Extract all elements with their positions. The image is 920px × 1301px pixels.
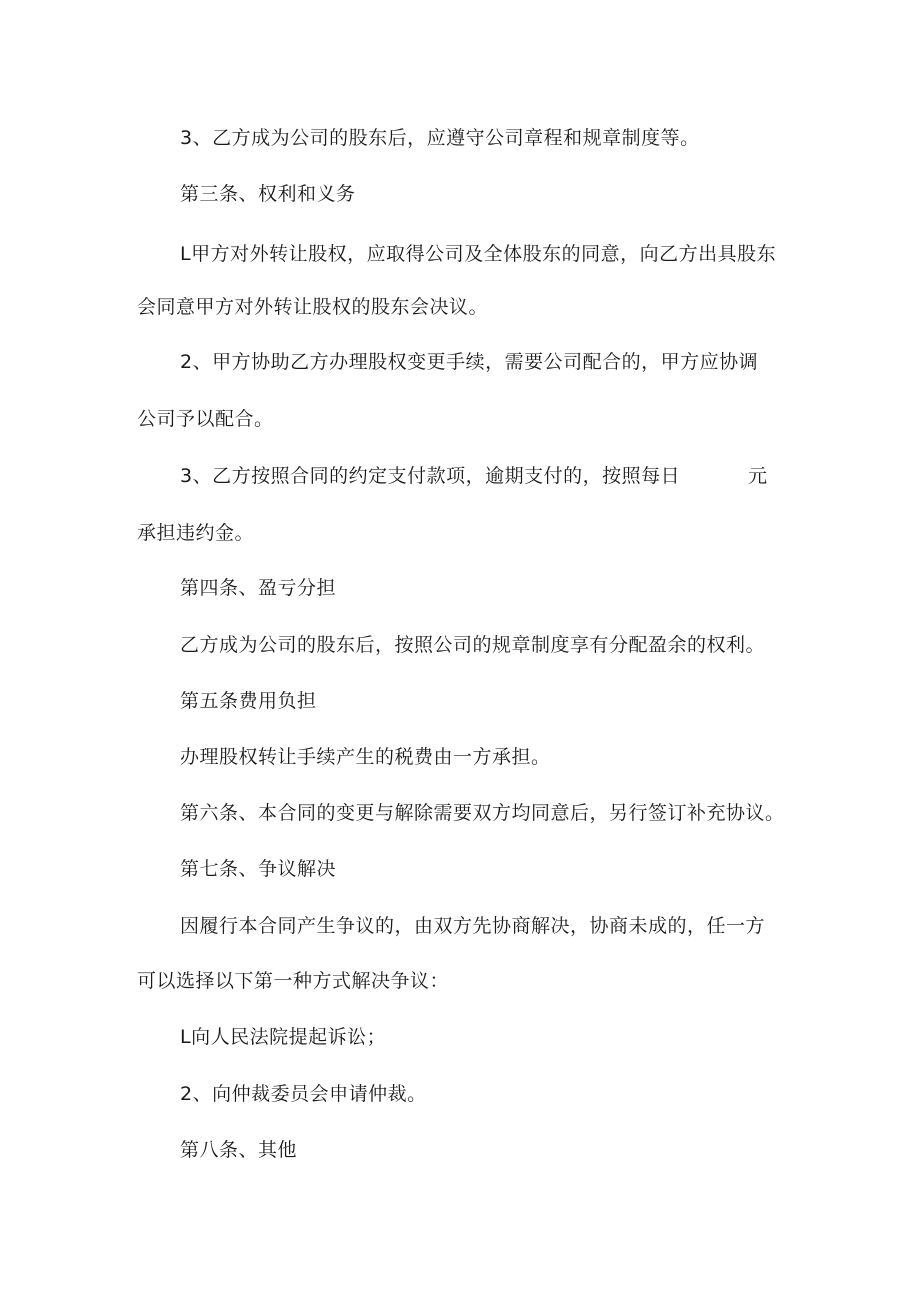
article-3-item-3 [180,463,768,489]
currency-unit: 元 [748,465,768,487]
article-4-heading: 第四条、盈亏分担 [180,577,337,599]
article-3-item-1-cont: 会同意甲方对外转让股权的股东会决议。 [137,296,489,318]
article-7-body-cont: 可以选择以下第一种方式解决争议： [137,970,450,992]
article-7-body: 因履行本合同产生争议的，由双方先协商解决，协商未成的，任一方 [180,915,766,937]
article-8-heading: 第八条、其他 [180,1139,298,1161]
article-3-item-2-cont: 公司予以配合。 [137,408,274,430]
article-7-option-2: 2、向仲裁委员会申请仲裁。 [180,1083,427,1105]
article-5-body: 办理股权转让手续产生的税费由一方承担。 [180,746,551,768]
clause-2-item-3: 3、乙方成为公司的股东后，应遵守公司章程和规章制度等。 [180,127,700,149]
article-7-heading: 第七条、争议解决 [180,858,337,880]
article-3-heading: 第三条、权利和义务 [180,183,356,205]
article-3-item-3-cont: 承担违约金。 [137,522,255,544]
article-7-option-1: L向人民法院提起诉讼； [180,1026,387,1048]
article-3-item-3-text: 3、乙方按照合同的约定支付款项，逾期支付的，按照每日 [180,465,681,487]
article-3-item-2: 2、甲方协助乙方办理股权变更手续，需要公司配合的，甲方应协调 [180,351,759,373]
article-6: 第六条、本合同的变更与解除需要双方均同意后，另行签订补充协议。 [180,802,785,824]
article-5-heading: 第五条费用负担 [180,690,317,712]
article-4-body: 乙方成为公司的股东后，按照公司的规章制度享有分配盈余的权利。 [180,634,766,656]
article-3-item-1: L甲方对外转让股权，应取得公司及全体股东的同意，向乙方出具股东 [180,243,777,265]
